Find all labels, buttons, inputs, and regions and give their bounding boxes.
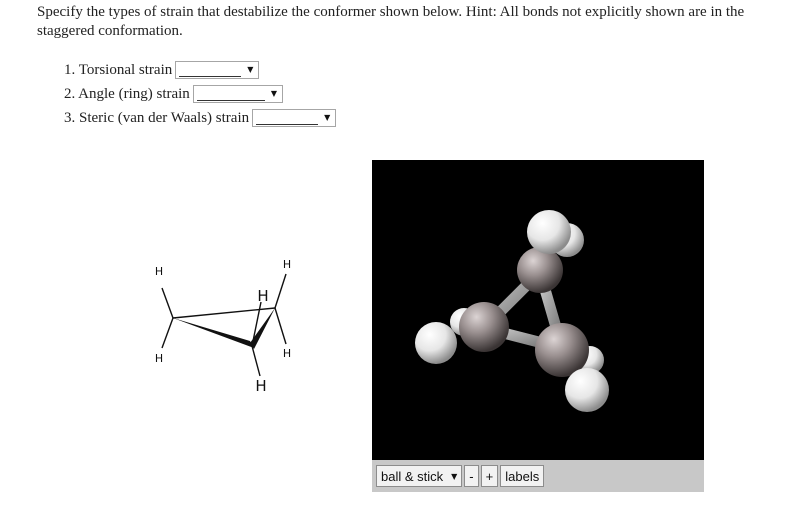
question-angle xyxy=(64,82,336,106)
bond-line xyxy=(275,308,286,344)
zoom-in-button[interactable]: + xyxy=(481,465,499,487)
zoom-out-button[interactable]: - xyxy=(464,465,478,487)
molecule-viewer[interactable] xyxy=(372,160,704,492)
cyclopropane-structure-drawing xyxy=(140,250,310,400)
question-list xyxy=(64,58,336,130)
render-style-value: ball & stick xyxy=(381,468,444,484)
hydrogen-atom xyxy=(415,322,457,364)
hydrogen-label: H xyxy=(282,347,292,360)
viewer-toolbar xyxy=(372,460,704,492)
question-prompt: Specify the types of strain that destabilize the conformer shown below. Hint: All bonds not explicitly shown are in the staggered conformation. xyxy=(37,4,745,39)
hydrogen-label: H xyxy=(255,377,267,395)
wedge-bond xyxy=(173,318,254,348)
hydrogen-label: H xyxy=(154,352,164,365)
question-label: 2. Angle (ring) strain xyxy=(64,86,190,102)
dropdown-arrow-icon: ▼ xyxy=(451,471,458,481)
question-label: 1. Torsional strain xyxy=(64,62,173,78)
angle-strain-select[interactable] xyxy=(193,85,283,103)
render-style-select[interactable] xyxy=(376,465,462,487)
carbon-atom xyxy=(459,302,509,352)
hydrogen-label: H xyxy=(282,258,292,271)
hydrogen-atom xyxy=(565,368,609,412)
carbon-atom xyxy=(517,247,563,293)
hydrogen-label: H xyxy=(257,287,269,305)
question-label: 3. Steric (van der Waals) strain xyxy=(64,110,250,126)
bond-line xyxy=(162,318,173,348)
labels-button[interactable]: labels xyxy=(500,465,544,487)
select-value xyxy=(256,114,318,125)
bond-line xyxy=(275,274,286,308)
select-value xyxy=(197,90,265,101)
bond-line xyxy=(162,288,173,318)
molecule-3d-canvas[interactable] xyxy=(372,160,704,460)
wedge-bond xyxy=(250,308,275,349)
dropdown-arrow-icon: ▼ xyxy=(270,89,277,98)
hydrogen-atom xyxy=(527,210,571,254)
dropdown-arrow-icon: ▼ xyxy=(324,113,331,122)
question-steric xyxy=(64,106,336,130)
torsional-strain-select[interactable] xyxy=(175,61,259,79)
hydrogen-label: H xyxy=(154,265,164,278)
bond-line xyxy=(252,346,260,376)
dropdown-arrow-icon: ▼ xyxy=(247,65,254,74)
select-value xyxy=(179,66,241,77)
question-torsional xyxy=(64,58,336,82)
steric-strain-select[interactable] xyxy=(252,109,336,127)
